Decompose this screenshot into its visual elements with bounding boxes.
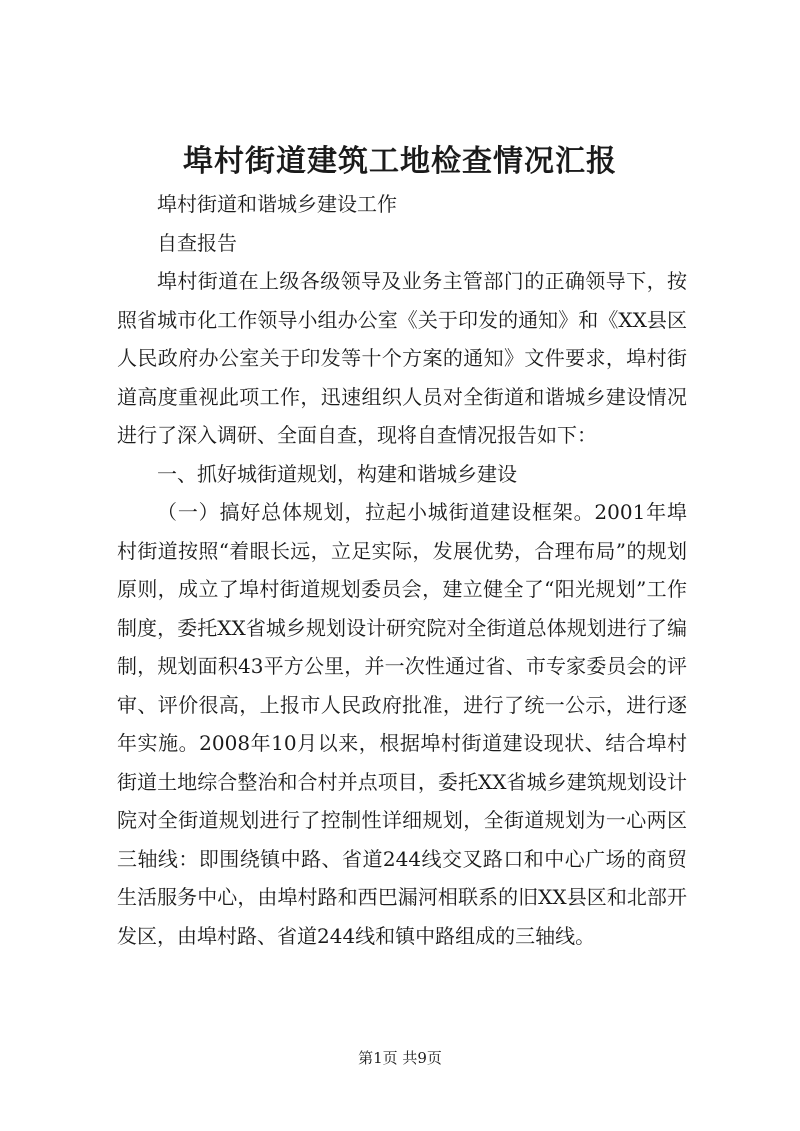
document-body bbox=[117, 185, 687, 955]
paragraph-intro: 埠村街道在上级各级领导及业务主管部门的正确领导下，按照省城市化工作领导小组办公室《关于印发的通知》和《XX县区人民政府办公室关于印发等十个方案的通知》文件要求，埠村街道高度重视此项工作，迅速组织人员对全街道和谐城乡建设情况进行了深入调研、全面自查，现将自查情况报告如下： bbox=[117, 269, 687, 447]
document-title: 埠村街道建筑工地检查情况汇报 bbox=[183, 144, 617, 179]
paragraph-planning: （一）搞好总体规划，拉起小城街道建设框架。2001年埠村街道按照“着眼长远，立足实际，发展优势，合理布局”的规划原则，成立了埠村街道规划委员会，建立健全了“阳光规划”工作制度，委托XX省城乡规划设计研究院对全街道总体规划进行了编制，规划面积43平方公里，并一次性通过省、市专家委员会的评审、评价很高，上报市人民政府批准，进行了统一公示，进行逐年实施。2008年10月以来，根据埠村街道建设现状、结合埠村街道土地综合整治和合村并点项目，委托XX省城乡建筑规划设计院对全街道规划进行了控制性详细规划，全街道规划为一心两区三轴线：即围绕镇中路、省道244线交叉路口和中心广场的商贸生活服务中心，由埠村路和西巴漏河相联系的旧XX县区和北部开发区，由埠村路、省道244线和镇中路组成的三轴线。 bbox=[117, 500, 687, 948]
paragraph-report-label: 自查报告 bbox=[157, 230, 237, 255]
section-heading: 一、抓好城街道规划，构建和谐城乡建设 bbox=[157, 461, 517, 486]
paragraph-subtitle: 埠村街道和谐城乡建设工作 bbox=[157, 192, 397, 216]
page-number: 第1页 共9页 bbox=[358, 1049, 442, 1067]
